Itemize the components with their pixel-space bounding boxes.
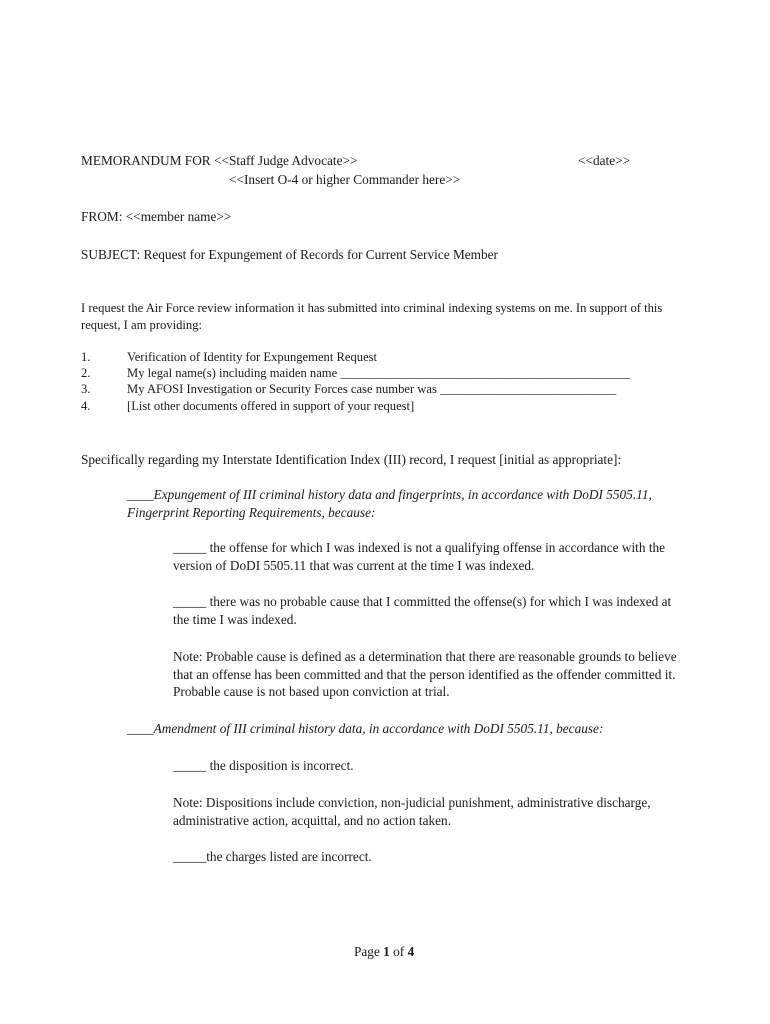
amendment-item-1: _____ the disposition is incorrect.	[173, 758, 354, 773]
memo-from: FROM: <<member name>>	[81, 209, 232, 224]
page-number: 1	[383, 944, 390, 959]
amendment-note: Note: Dispositions include conviction, non-judicial punishment, administrative discharge, administrative action, acquittal, and no action taken.	[173, 795, 651, 828]
page-total: 4	[407, 944, 415, 959]
list-item-number: 1.	[81, 350, 91, 364]
expungement-item-1: _____ the offense for which I was indexed is not a qualifying offense in accordance with the version of DoDI 5505.11 that was current at the time I was indexed.	[173, 540, 666, 573]
expungement-item-2: _____ there was no probable cause that I committed the offense(s) for which I was indexed at the time I was indexed.	[173, 594, 672, 627]
list-item-text: Verification of Identity for Expungement Request	[127, 350, 378, 364]
amendment-heading-text: Amendment of III criminal history data, in accordance with DoDI 5505.11, because:	[153, 721, 604, 736]
list-item-text: My AFOSI Investigation or Security Forces case number was ____________________________	[127, 382, 617, 396]
amendment-heading	[127, 720, 603, 737]
intro-paragraph: I request the Air Force review information it has submitted into criminal indexing systems on me. In support of this request, I am providing:	[81, 301, 663, 332]
memo-for-line: MEMORANDUM FOR <<Staff Judge Advocate>>	[81, 153, 358, 168]
expungement-blank: ____	[127, 487, 154, 502]
list-item-text: [List other documents offered in support of your request]	[127, 399, 415, 413]
specific-paragraph: Specifically regarding my Interstate Identification Index (III) record, I request [initial as appropriate]:	[81, 452, 622, 467]
memo-date: <<date>>	[578, 153, 631, 168]
expungement-heading-text: Expungement of III criminal history data and fingerprints, in accordance with DoDI 5505.11, Fingerprint Reporting Requirements, because:	[127, 487, 652, 520]
list-item-number: 2.	[81, 366, 91, 380]
memo-subject: SUBJECT: Request for Expungement of Records for Current Service Member	[81, 247, 498, 262]
memo-for-line-2: <<Insert O-4 or higher Commander here>>	[229, 172, 461, 187]
of-word: of	[389, 944, 408, 959]
expungement-note: Note: Probable cause is defined as a determination that there are reasonable grounds to believe that an offense has been committed and that the person identified as the offender committed it. Probable cause is not based upon conviction at trial.	[173, 649, 677, 699]
list-item-number: 4.	[81, 399, 91, 413]
page-footer	[354, 943, 414, 960]
expungement-heading	[127, 486, 657, 522]
list-item-text: My legal name(s) including maiden name ______________________________________________	[127, 366, 630, 380]
amendment-item-2: _____the charges listed are incorrect.	[173, 849, 372, 864]
amendment-blank: ____	[127, 721, 154, 736]
page-word: Page	[354, 944, 384, 959]
list-item-number: 3.	[81, 382, 91, 396]
